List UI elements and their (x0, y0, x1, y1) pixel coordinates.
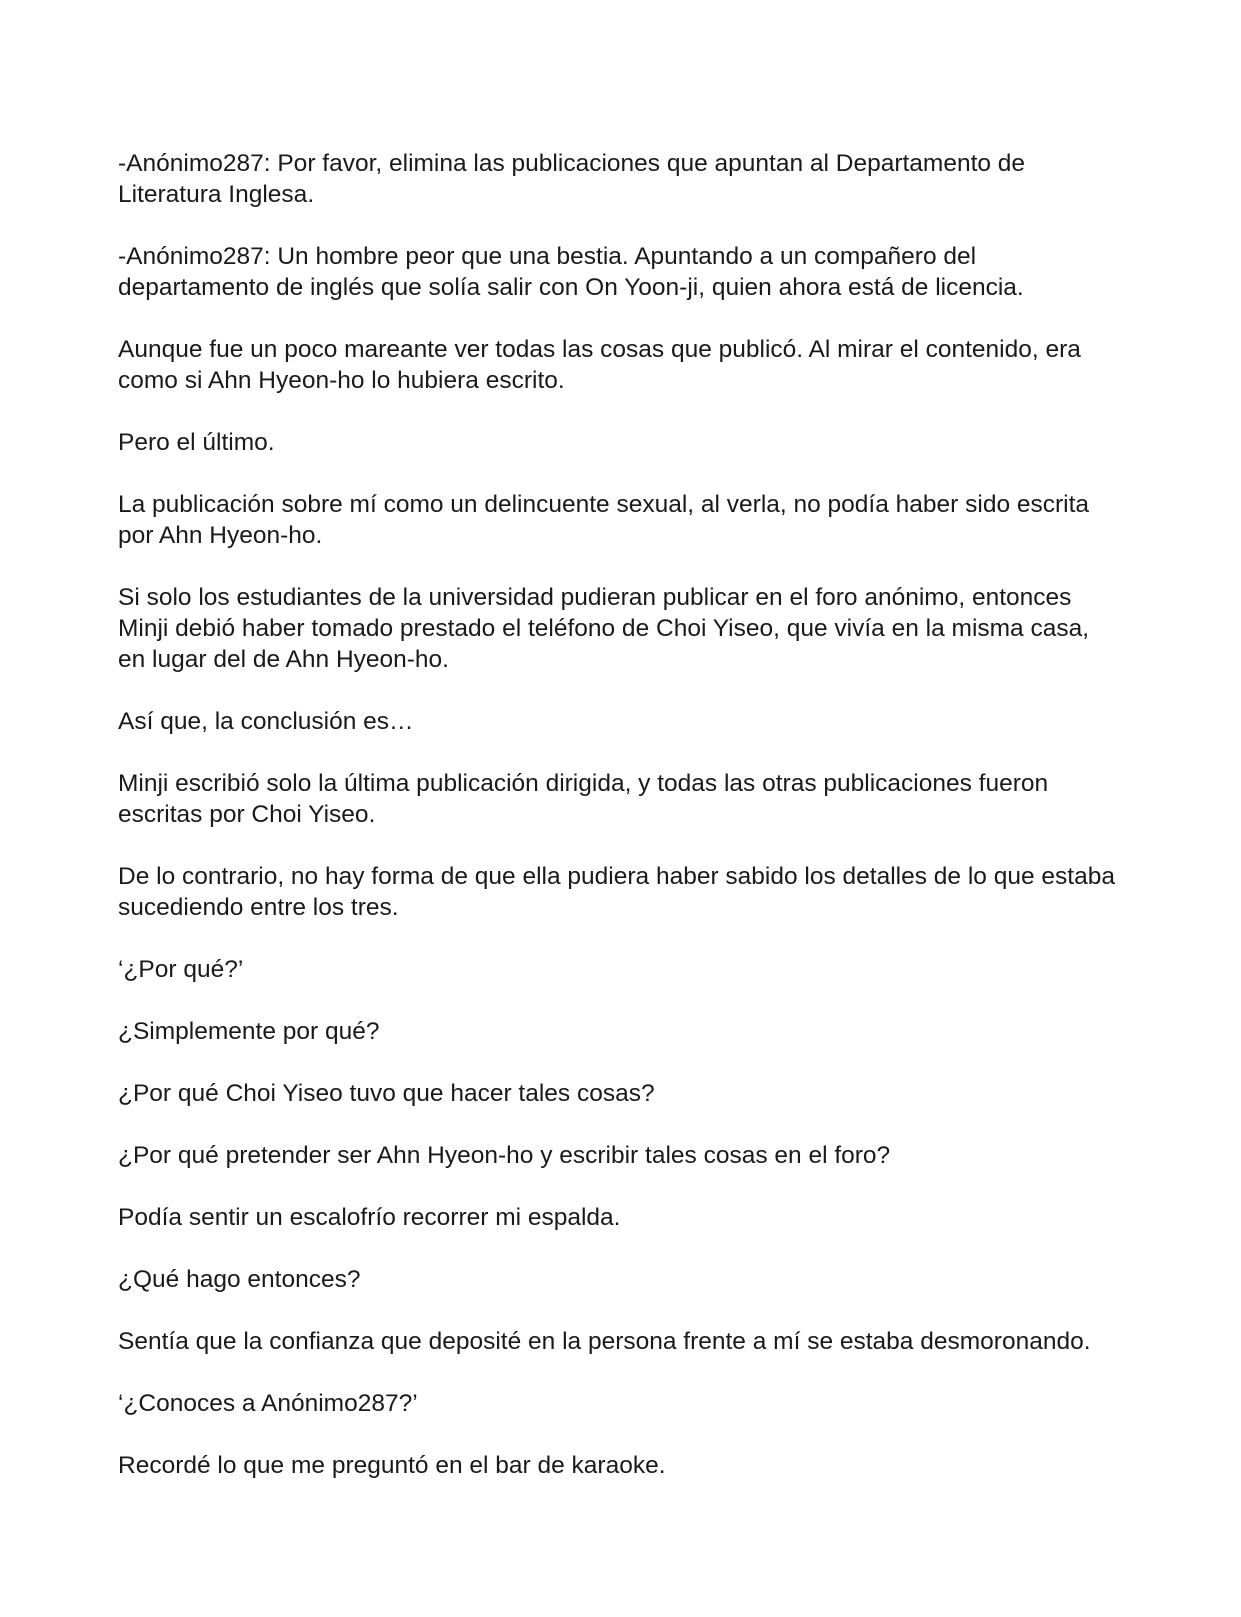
paragraph-3: Aunque fue un poco mareante ver todas las cosas que publicó. Al mirar el contenido, era como si Ahn Hyeon-ho lo hubiera escrito. (118, 336, 1081, 394)
paragraph-14: Podía sentir un escalofrío recorrer mi espalda. (118, 1204, 621, 1231)
paragraph-7: Así que, la conclusión es… (118, 708, 414, 735)
paragraph-18: Recordé lo que me preguntó en el bar de karaoke. (118, 1452, 666, 1479)
paragraph-1: -Anónimo287: Por favor, elimina las publicaciones que apuntan al Departamento de Literatura Inglesa. (118, 150, 1026, 208)
paragraph-2: -Anónimo287: Un hombre peor que una bestia. Apuntando a un compañero del departamento de inglés que solía salir con On Yoon-ji, quien ahora está de licencia. (118, 243, 1024, 301)
paragraph-8: Minji escribió solo la última publicación dirigida, y todas las otras publicaciones fueron escritas por Choi Yiseo. (118, 770, 1049, 828)
paragraph-11: ¿Simplemente por qué? (118, 1018, 380, 1045)
document-page (118, 148, 1118, 1512)
paragraph-13: ¿Por qué pretender ser Ahn Hyeon-ho y escribir tales cosas en el foro? (118, 1142, 891, 1169)
paragraph-9: De lo contrario, no hay forma de que ella pudiera haber sabido los detalles de lo que estaba sucediendo entre los tres. (118, 863, 1115, 921)
paragraph-12: ¿Por qué Choi Yiseo tuvo que hacer tales cosas? (118, 1080, 655, 1107)
paragraph-6: Si solo los estudiantes de la universidad pudieran publicar en el foro anónimo, entonces Minji debió haber tomado prestado el teléfono de Choi Yiseo, que vivía en la misma casa, en lugar del de Ahn Hyeon-ho. (118, 584, 1090, 673)
paragraph-17: ‘¿Conoces a Anónimo287?’ (118, 1390, 418, 1417)
paragraph-15: ¿Qué hago entonces? (118, 1266, 361, 1293)
paragraph-10: ‘¿Por qué?’ (118, 956, 244, 983)
paragraph-16: Sentía que la confianza que deposité en la persona frente a mí se estaba desmoronando. (118, 1328, 1091, 1355)
paragraph-4: Pero el último. (118, 429, 275, 456)
paragraph-5: La publicación sobre mí como un delincuente sexual, al verla, no podía haber sido escrita por Ahn Hyeon-ho. (118, 491, 1090, 549)
